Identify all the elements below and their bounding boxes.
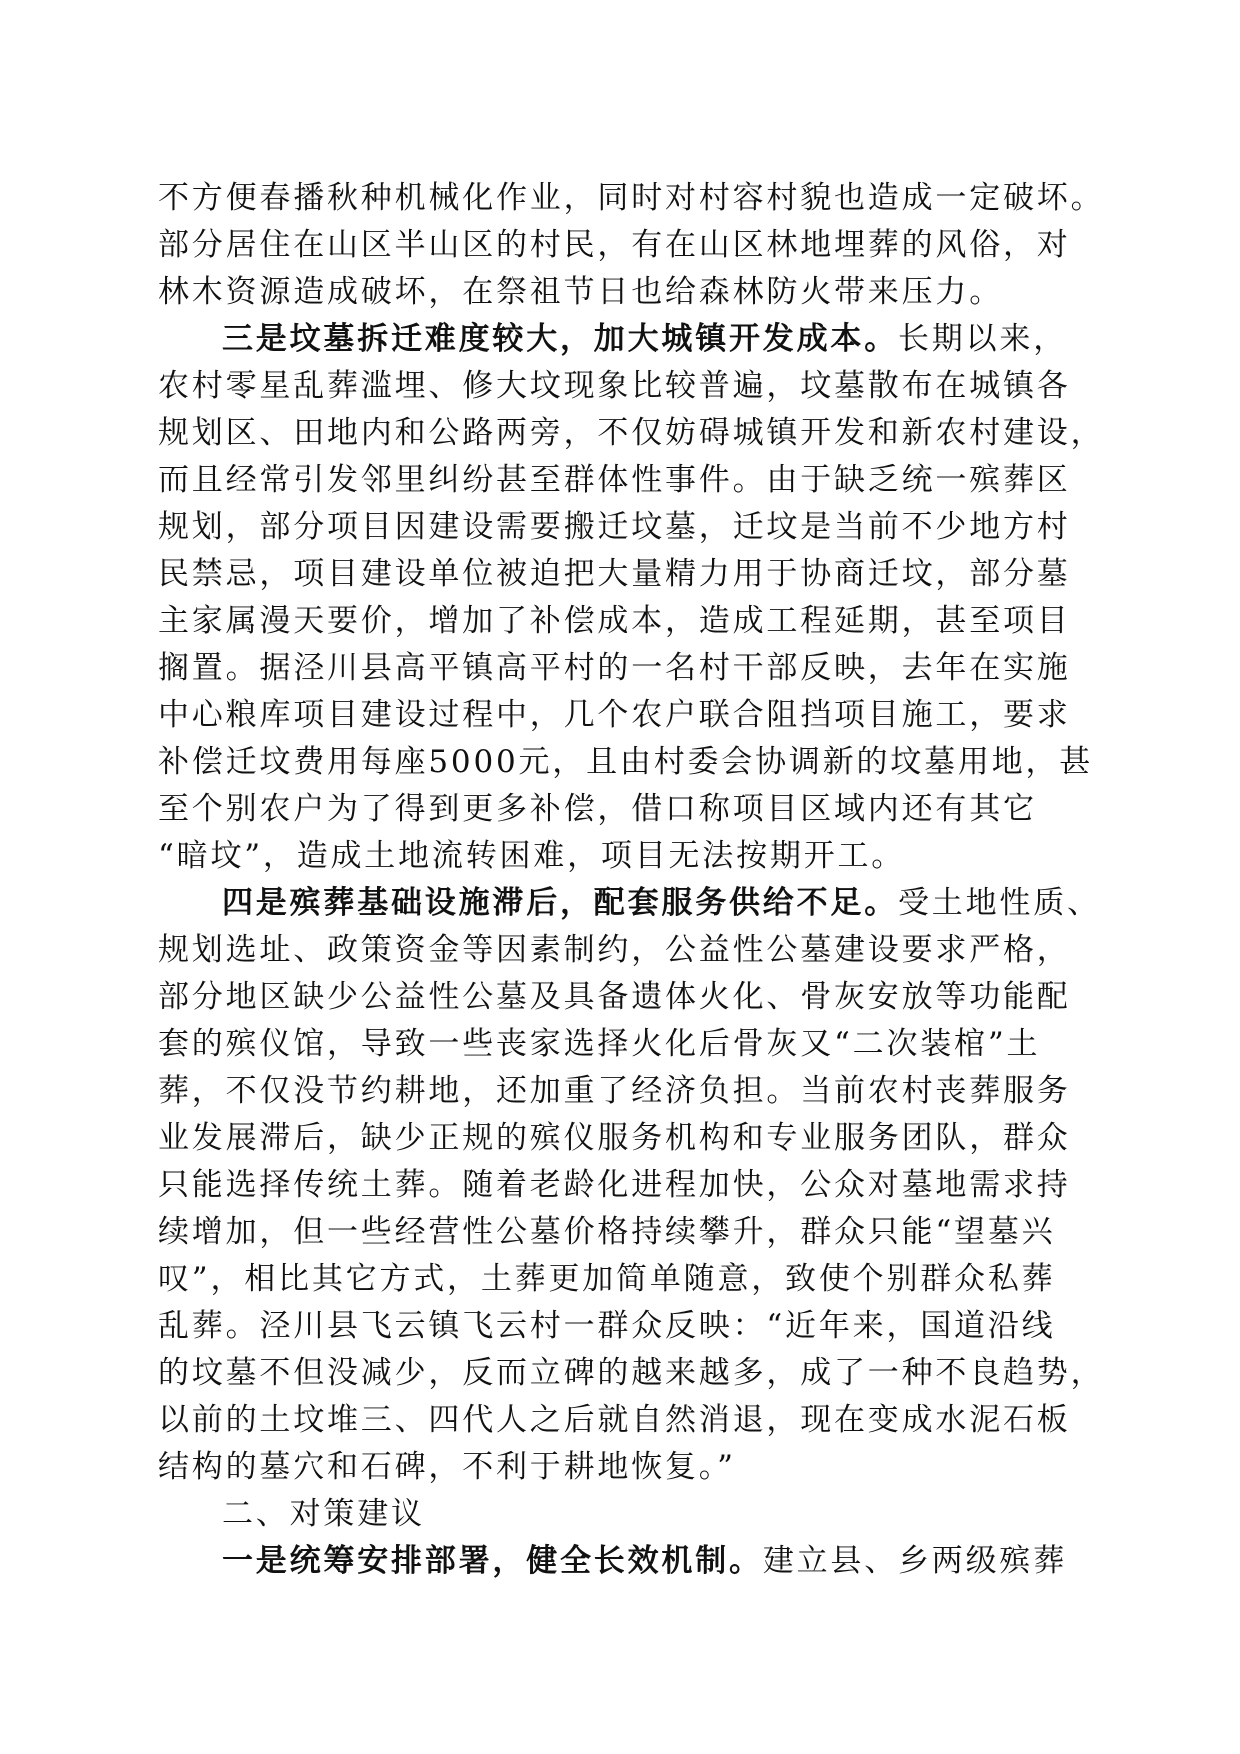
paragraph-text: 长期以来， xyxy=(898,321,1067,357)
paragraph-heading: 三是坟墓拆迁难度较大，加大城镇开发成本。 xyxy=(222,321,898,357)
text-line: 部分居住在山区半山区的村民，有在山区林地埋葬的风俗，对 xyxy=(158,227,1071,263)
text-line: 民禁忌，项目建设单位被迫把大量精力用于协商迁坟，部分墓 xyxy=(158,556,1071,592)
text-line: 农村零星乱葬滥埋、修大坟现象比较普遍，坟墓散布在城镇各 xyxy=(158,368,1071,404)
text-line: 主家属漫天要价，增加了补偿成本，造成工程延期，甚至项目 xyxy=(158,603,1071,639)
paragraph-heading: 一是统筹安排部署，健全长效机制。 xyxy=(222,1543,763,1579)
paragraph-text: 建立县、乡两级殡葬 xyxy=(762,1543,1068,1579)
text-line: 葬，不仅没节约耕地，还加重了经济负担。当前农村丧葬服务 xyxy=(158,1073,1071,1109)
paragraph-heading-line xyxy=(222,1538,1152,1584)
text-line: 补偿迁坟费用每座5000元，且由村委会协调新的坟墓用地，甚 xyxy=(158,744,1094,780)
text-line: 的坟墓不但没减少，反而立碑的越来越多，成了一种不良趋势， xyxy=(158,1355,1105,1391)
text-line: “暗坟”，造成土地流转困难，项目无法按期开工。 xyxy=(158,838,906,874)
text-line: 结构的墓穴和石碑，不利于耕地恢复。” xyxy=(158,1449,736,1485)
text-line: 乱葬。泾川县飞云镇飞云村一群众反映：“近年来，国道沿线 xyxy=(158,1308,1056,1344)
text-line: 不方便春播秋种机械化作业，同时对村容村貌也造成一定破坏。 xyxy=(158,180,1105,216)
text-line: 只能选择传统土葬。随着老龄化进程加快，公众对墓地需求持 xyxy=(158,1167,1071,1203)
paragraph-heading: 四是殡葬基础设施滞后，配套服务供给不足。 xyxy=(222,885,898,921)
text-line: 叹”，相比其它方式，土葬更加简单随意，致使个别群众私葬 xyxy=(158,1261,1056,1297)
text-line: 以前的土坟堆三、四代人之后就自然消退，现在变成水泥石板 xyxy=(158,1402,1071,1438)
text-line: 林木资源造成破坏，在祭祖节日也给森林防火带来压力。 xyxy=(158,274,1003,310)
text-line: 而且经常引发邻里纠纷甚至群体性事件。由于缺乏统一殡葬区 xyxy=(158,462,1071,498)
text-line: 中心粮库项目建设过程中，几个农户联合阻挡项目施工，要求 xyxy=(158,697,1071,733)
paragraph-heading-line xyxy=(222,880,1152,926)
section-heading: 二、对策建议 xyxy=(222,1496,425,1532)
text-line: 部分地区缺少公益性公墓及具备遗体火化、骨灰安放等功能配 xyxy=(158,979,1071,1015)
paragraph-heading-line xyxy=(222,316,1152,362)
text-line: 搁置。据泾川县高平镇高平村的一名村干部反映，去年在实施 xyxy=(158,650,1071,686)
paragraph-text: 受土地性质、 xyxy=(898,885,1101,921)
text-line: 规划区、田地内和公路两旁，不仅妨碍城镇开发和新农村建设， xyxy=(158,415,1105,451)
text-line: 套的殡仪馆，导致一些丧家选择火化后骨灰又“二次装棺”土 xyxy=(158,1026,1041,1062)
text-line: 续增加，但一些经营性公墓价格持续攀升，群众只能“望墓兴 xyxy=(158,1214,1056,1250)
text-line: 规划选址、政策资金等因素制约，公益性公墓建设要求严格， xyxy=(158,932,1071,968)
text-line: 至个别农户为了得到更多补偿，借口称项目区域内还有其它 xyxy=(158,791,1037,827)
text-line: 规划，部分项目因建设需要搬迁坟墓，迁坟是当前不少地方村 xyxy=(158,509,1071,545)
text-line: 业发展滞后，缺少正规的殡仪服务机构和专业服务团队，群众 xyxy=(158,1120,1071,1156)
